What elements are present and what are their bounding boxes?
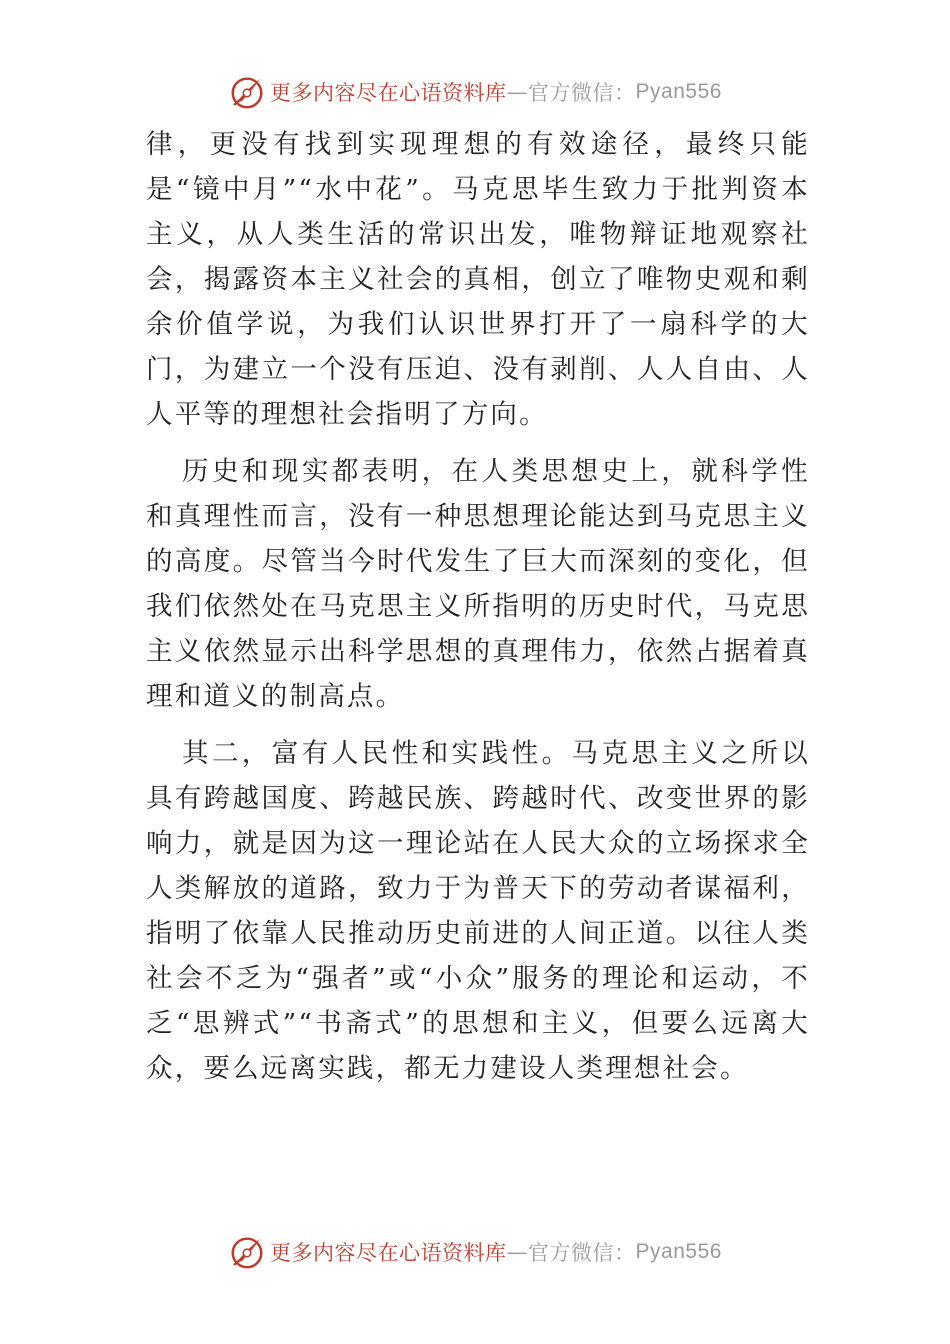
paragraph-2: 历史和现实都表明，在人类思想史上，就科学性和真理性而言，没有一种思想理论能达到马克思主义的高度。尽管当今时代发生了巨大而深刻的变化，但我们依然处在马克思主义所指明的历史时代，马克思主义依然显示出科学思想的真理伟力，依然占据着真理和道义的制高点。 — [146, 456, 810, 712]
quill-seal-icon — [228, 73, 266, 111]
wechat-id: Pyan556 — [635, 80, 722, 103]
document-body — [146, 122, 810, 1091]
footer-banner — [0, 1230, 950, 1274]
header-banner — [0, 70, 950, 114]
banner-dash: — — [506, 80, 529, 104]
brand-text: 更多内容尽在心语资料库 — [270, 81, 507, 105]
brand-text: 更多内容尽在心语资料库 — [270, 1241, 507, 1265]
wechat-label: 官方微信： — [528, 1241, 636, 1265]
paragraph-1: 律，更没有找到实现理想的有效途径，最终只能是“镜中月”“水中花”。马克思毕生致力于批判资本主义，从人类生活的常识出发，唯物辩证地观察社会，揭露资本主义社会的真相，创立了唯物史观和剩余价值学说，为我们认识世界打开了一扇科学的大门，为建立一个没有压迫、没有剥削、人人自由、人人平等的理想社会指明了方向。 — [146, 129, 810, 430]
banner-dash: — — [506, 1240, 529, 1264]
wechat-id: Pyan556 — [635, 1240, 722, 1263]
paragraph-3: 其二，富有人民性和实践性。马克思主义之所以具有跨越国度、跨越民族、跨越时代、改变世界的影响力，就是因为这一理论站在人民大众的立场探求全人类解放的道路，致力于为普天下的劳动者谋福利，指明了依靠人民推动历史前进的人间正道。以往人类社会不乏为“强者”或“小众”服务的理论和运动，不乏“思辨式”“书斋式”的思想和主义，但要么远离大众，要么远离实践，都无力建设人类理想社会。 — [146, 738, 810, 1084]
quill-seal-icon — [228, 1233, 266, 1271]
wechat-label: 官方微信： — [528, 81, 636, 105]
